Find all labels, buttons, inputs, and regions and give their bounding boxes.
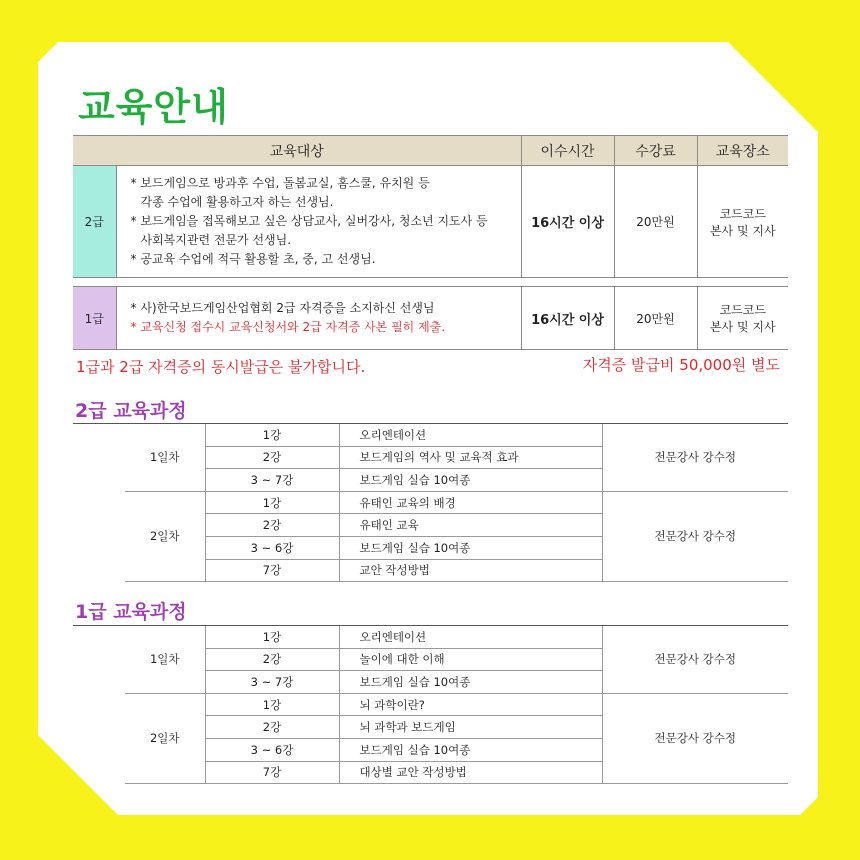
education-info-table bbox=[73, 135, 788, 350]
header-target: 교육대상 bbox=[73, 136, 521, 166]
lecture-number: 3 ~ 7강 bbox=[205, 671, 339, 694]
grade2-hours: 16시간 이상 bbox=[521, 166, 614, 278]
grade2-label: 2급 bbox=[73, 166, 116, 278]
lecture-number: 1강 bbox=[205, 424, 339, 447]
header-fee: 수강료 bbox=[614, 136, 697, 166]
grade2-line: 사회복지관련 전문가 선생님. bbox=[140, 233, 292, 247]
lecture-topic: 보드게임 실습 10여종 bbox=[339, 469, 602, 492]
lecture-number: 3 ~ 7강 bbox=[205, 469, 339, 492]
course1-day2-label: 2일차 bbox=[125, 693, 205, 783]
lecture-topic: 놀이에 대한 이해 bbox=[339, 648, 602, 671]
lecture-number: 2강 bbox=[205, 716, 339, 739]
lecture-number: 3 ~ 6강 bbox=[205, 536, 339, 559]
grade2-place bbox=[697, 166, 788, 278]
table-row bbox=[125, 693, 788, 716]
course1-day1-instructor: 전문강사 강수정 bbox=[602, 626, 788, 694]
grade1-fee: 20만원 bbox=[614, 287, 697, 350]
course2-top-rule bbox=[73, 423, 125, 424]
course1-title: 1급 교육과정 bbox=[75, 601, 187, 623]
grade2-place-line1: 코드코드 bbox=[719, 206, 766, 221]
grade2-description bbox=[116, 166, 521, 278]
lecture-topic: 오리엔테이션 bbox=[339, 626, 602, 649]
lecture-topic: 보드게임 실습 10여종 bbox=[339, 536, 602, 559]
grade1-description bbox=[116, 287, 521, 350]
grade1-place-line2: 본사 및 지사 bbox=[709, 320, 776, 334]
lecture-number: 2강 bbox=[205, 446, 339, 469]
lecture-topic: 유태인 교육의 배경 bbox=[339, 491, 602, 514]
table-row bbox=[125, 491, 788, 514]
lecture-number: 1강 bbox=[205, 626, 339, 649]
lecture-number: 2강 bbox=[205, 514, 339, 537]
lecture-topic: 뇌 과학과 보드게임 bbox=[339, 716, 602, 739]
grade1-place bbox=[697, 287, 788, 350]
grade2-line: * 보드게임으로 방과후 수업, 돌봄교실, 홈스쿨, 유치원 등 bbox=[130, 176, 430, 190]
grade2-line: * 공교육 수업에 적극 활용할 초, 중, 고 선생님. bbox=[130, 252, 376, 266]
grade1-line1: * 사)한국보드게임산업협회 2급 자격증을 소지하신 선생님 bbox=[130, 301, 435, 315]
lecture-topic: 뇌 과학이란? bbox=[339, 693, 602, 716]
row-gap bbox=[73, 278, 788, 287]
course1-table bbox=[125, 625, 788, 784]
table-row bbox=[125, 626, 788, 649]
course2-day2-instructor: 전문강사 강수정 bbox=[602, 491, 788, 581]
course2-day1-label: 1일차 bbox=[125, 424, 205, 492]
certificate-fee-note: 자격증 발급비 50,000원 별도 bbox=[582, 356, 780, 374]
course2-table bbox=[125, 423, 788, 582]
lecture-topic: 교안 작성방법 bbox=[339, 559, 602, 582]
course2-title: 2급 교육과정 bbox=[75, 400, 187, 422]
grade2-fee: 20만원 bbox=[614, 166, 697, 278]
grade1-line2: * 교육신청 접수시 교육신청서와 2급 자격증 사본 필히 제출. bbox=[130, 320, 446, 334]
grade2-place-line2: 본사 및 지사 bbox=[709, 223, 776, 238]
grade1-label: 1급 bbox=[73, 287, 116, 350]
course1-top-rule bbox=[73, 625, 125, 626]
lecture-topic: 유태인 교육 bbox=[339, 514, 602, 537]
lecture-topic: 대상별 교안 작성방법 bbox=[339, 761, 602, 784]
grade2-line: 각종 수업에 활용하고자 하는 선생님. bbox=[140, 195, 334, 209]
course1-day2-instructor: 전문강사 강수정 bbox=[602, 693, 788, 783]
table-row bbox=[125, 424, 788, 447]
lecture-topic: 보드게임 실습 10여종 bbox=[339, 738, 602, 761]
lecture-number: 7강 bbox=[205, 559, 339, 582]
lecture-topic: 오리엔테이션 bbox=[339, 424, 602, 447]
grade1-place-line1: 코드코드 bbox=[719, 303, 766, 317]
lecture-number: 7강 bbox=[205, 761, 339, 784]
grade1-row bbox=[73, 287, 788, 350]
course2-day2-label: 2일차 bbox=[125, 491, 205, 581]
lecture-number: 1강 bbox=[205, 693, 339, 716]
lecture-topic: 보드게임의 역사 및 교육적 효과 bbox=[339, 446, 602, 469]
course1-day1-label: 1일차 bbox=[125, 626, 205, 694]
grade2-row bbox=[73, 166, 788, 278]
lecture-topic: 보드게임 실습 10여종 bbox=[339, 671, 602, 694]
simultaneous-issue-note: 1급과 2급 자격증의 동시발급은 불가합니다. bbox=[76, 358, 366, 376]
header-row bbox=[73, 136, 788, 166]
header-place: 교육장소 bbox=[697, 136, 788, 166]
lecture-number: 3 ~ 6강 bbox=[205, 738, 339, 761]
header-hours: 이수시간 bbox=[521, 136, 614, 166]
course2-day1-instructor: 전문강사 강수정 bbox=[602, 424, 788, 492]
lecture-number: 2강 bbox=[205, 648, 339, 671]
lecture-number: 1강 bbox=[205, 491, 339, 514]
grade1-hours: 16시간 이상 bbox=[521, 287, 614, 350]
grade2-line: * 보드게임을 접목해보고 싶은 상담교사, 실버강사, 청소년 지도사 등 bbox=[130, 214, 488, 228]
page-title: 교육안내 bbox=[78, 85, 229, 129]
